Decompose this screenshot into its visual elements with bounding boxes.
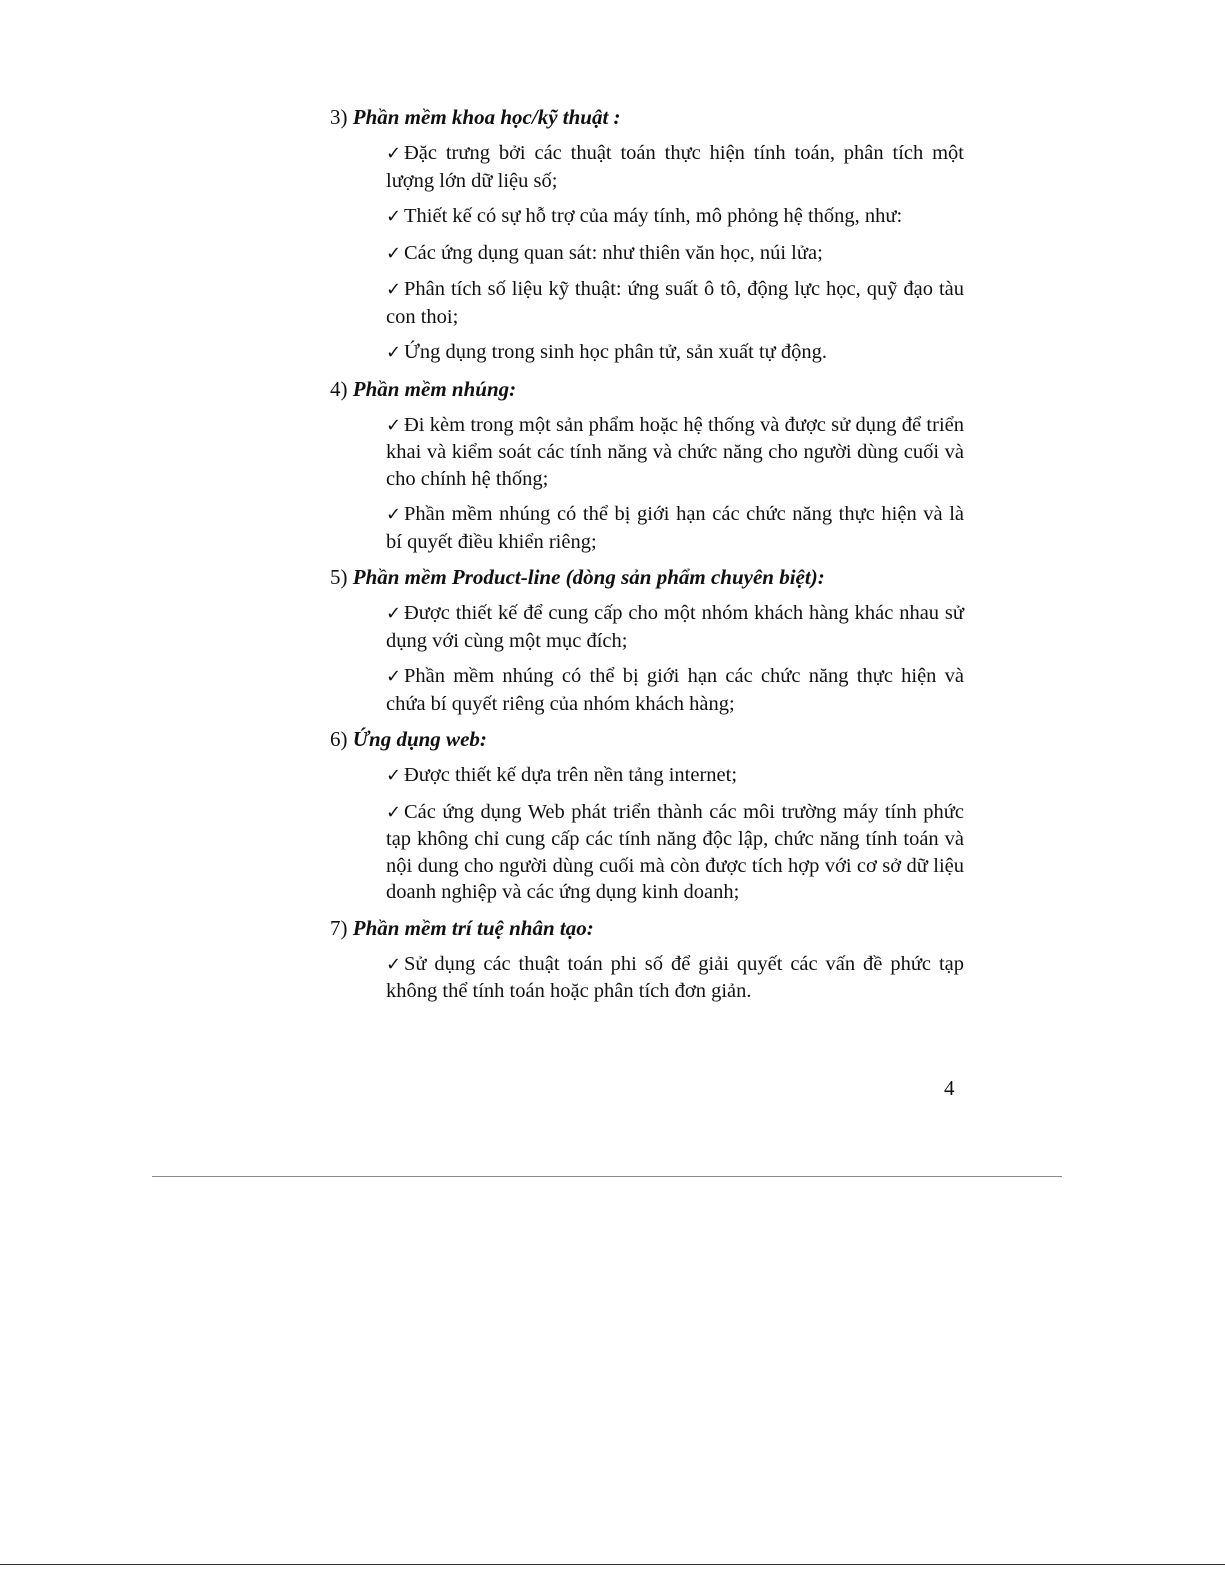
section-heading [330,726,964,753]
page-break-divider [0,1564,1225,1565]
list-item-text: Phân tích số liệu kỹ thuật: ứng suất ô tô, động lực học, quỹ đạo tàu con thoi; [386,278,964,328]
list-item-text: Ứng dụng trong sinh học phân tử, sản xuất tự động. [404,341,828,363]
section-heading [330,564,964,591]
checkmark-icon: ✓ [386,765,402,786]
section-title: Phần mềm Product-line (dòng sản phẩm chuyên biệt): [352,565,825,589]
section-title: Phần mềm khoa học/kỹ thuật : [352,105,621,129]
list-item [386,412,964,493]
section-4 [330,376,964,556]
list-item [386,663,964,717]
list-item-text: Các ứng dụng quan sát: như thiên văn học, núi lửa; [404,241,823,264]
list-item-text: Được thiết kế dựa trên nền tảng internet; [404,764,738,786]
list-item [386,276,964,330]
footer-divider [152,1176,1062,1177]
list-item [386,339,964,367]
section-7 [330,915,964,1005]
list-item-text: Phần mềm nhúng có thể bị giới hạn các chức năng thực hiện và là bí quyết điều khiển riêng; [386,503,964,553]
checkmark-icon: ✓ [386,206,402,227]
list-item-text: Sử dụng các thuật toán phi số để giải quyết các vấn đề phức tạp không thể tính toán hoặc phân tích đơn giản. [386,952,964,1002]
list-item-text: Đi kèm trong một sản phẩm hoặc hệ thống và được sử dụng để triển khai và kiểm soát các tính năng và chức năng cho người dùng cuối và cho chính hệ thống; [386,413,964,490]
list-item-text: Được thiết kế để cung cấp cho một nhóm khách hàng khác nhau sử dụng với cùng một mục đích; [386,602,964,652]
list-item [386,600,964,654]
section-number: 7) [330,915,348,940]
checkmark-icon: ✓ [386,143,402,164]
section-heading [330,104,964,131]
section-heading [330,376,964,403]
checkmark-icon: ✓ [386,342,402,363]
list-item [386,501,964,555]
section-number: 4) [330,376,348,401]
list-item-text: Thiết kế có sự hỗ trợ của máy tính, mô phỏng hệ thống, như: [404,205,903,227]
section-3 [330,104,964,367]
section-title: Ứng dụng web: [352,727,487,751]
section-title: Phần mềm nhúng: [352,376,517,401]
checkmark-icon: ✓ [386,504,402,525]
checkmark-icon: ✓ [386,414,402,436]
page-number: 4 [944,1076,955,1100]
checkmark-icon: ✓ [386,666,402,687]
section-heading [330,915,964,942]
list-item [386,951,964,1005]
checkmark-icon: ✓ [386,242,402,264]
section-number: 3) [330,105,348,129]
list-item-text: Phần mềm nhúng có thể bị giới hạn các chức năng thực hiện và chứa bí quyết riêng của nhóm khách hàng; [386,665,964,715]
section-number: 5) [330,565,348,589]
checkmark-icon: ✓ [386,801,402,823]
list-item-text: Đặc trưng bởi các thuật toán thực hiện tính toán, phân tích một lượng lớn dữ liệu số; [386,142,964,192]
section-number: 6) [330,727,348,751]
checkmark-icon: ✓ [386,953,402,975]
list-item [386,203,964,231]
section-title: Phần mềm trí tuệ nhân tạo: [352,915,594,940]
list-item [386,762,964,790]
checkmark-icon: ✓ [386,603,402,624]
list-item [386,240,964,268]
section-6 [330,726,964,906]
list-item [386,799,964,906]
checkmark-icon: ✓ [386,279,402,300]
list-item-text: Các ứng dụng Web phát triển thành các môi trường máy tính phức tạp không chỉ cung cấp các tính năng độc lập, chức năng tính toán và nội dung cho người dùng cuối mà còn được tích hợp với cơ sở dữ liệu doanh nghiệp và các ứng dụng kinh doanh; [386,800,964,903]
list-item [386,140,964,194]
page-content [330,104,964,1014]
section-5 [330,564,964,717]
